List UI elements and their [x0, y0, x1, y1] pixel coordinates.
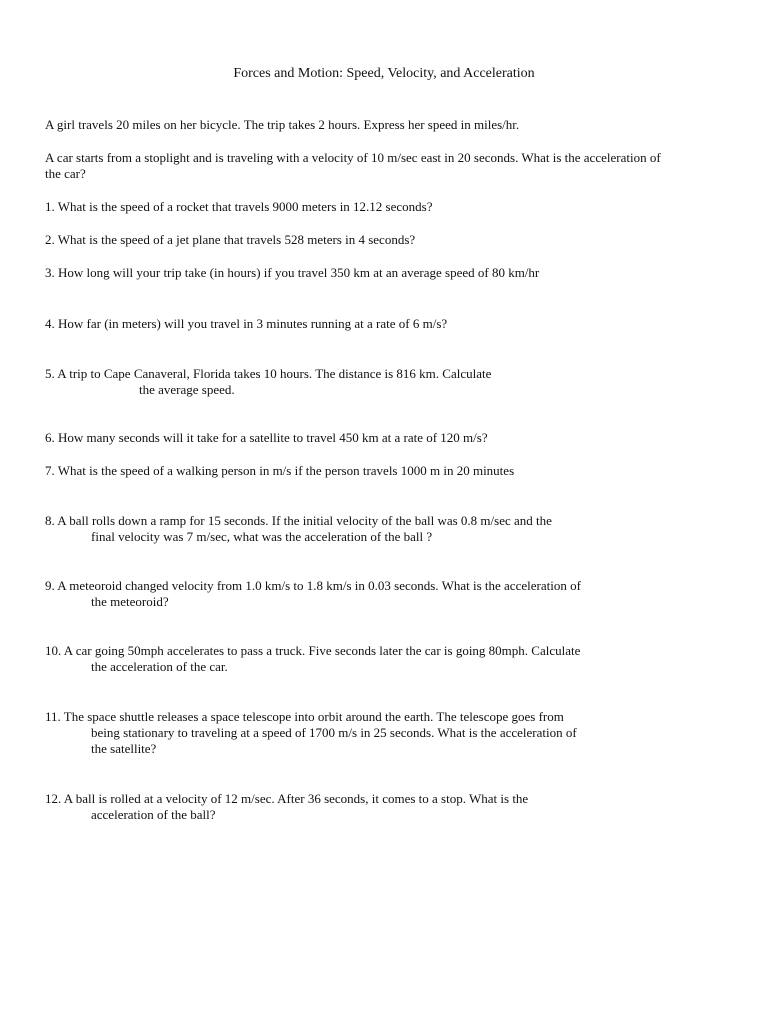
question-11 — [45, 709, 725, 757]
question-text: 6. How many seconds will it take for a satellite to travel 450 km at a rate of 120 m/s? — [45, 430, 488, 445]
question-text: 3. How long will your trip take (in hours) if you travel 350 km at an average speed of 80 km/hr — [45, 265, 540, 280]
question-5 — [45, 366, 725, 398]
question-7 — [45, 463, 725, 479]
question-text-continued: acceleration of the ball? — [91, 807, 216, 822]
question-text: 11. The space shuttle releases a space telescope into orbit around the earth. The telescope goes from — [45, 709, 564, 724]
question-text-continued: being stationary to traveling at a speed of 1700 m/s in 25 seconds. What is the acceleration of — [91, 725, 577, 740]
question-9 — [45, 578, 725, 610]
question-8 — [45, 513, 725, 545]
question-text-continued: final velocity was 7 m/sec, what was the acceleration of the ball ? — [91, 529, 433, 544]
problem-text-continued: the car? — [45, 166, 86, 181]
question-text: 5. A trip to Cape Canaveral, Florida takes 10 hours. The distance is 816 km. Calculate — [45, 366, 492, 381]
question-3 — [45, 265, 725, 281]
question-2 — [45, 232, 725, 248]
question-4 — [45, 316, 725, 332]
question-text: 10. A car going 50mph accelerates to pass a truck. Five seconds later the car is going 80mph. Calculate — [45, 643, 581, 658]
question-text: 8. A ball rolls down a ramp for 15 seconds. If the initial velocity of the ball was 0.8 m/sec and the — [45, 513, 552, 528]
question-6 — [45, 430, 725, 446]
question-text: 7. What is the speed of a walking person in m/s if the person travels 1000 m in 20 minutes — [45, 463, 515, 478]
question-text: 9. A meteoroid changed velocity from 1.0 km/s to 1.8 km/s in 0.03 seconds. What is the acceleration of — [45, 578, 581, 593]
intro-problem-2 — [45, 150, 725, 182]
question-12 — [45, 791, 725, 823]
problem-text: A girl travels 20 miles on her bicycle. The trip takes 2 hours. Express her speed in miles/hr. — [45, 117, 520, 132]
question-text-continued: the average speed. — [139, 382, 235, 397]
question-text-continued: the acceleration of the car. — [91, 659, 228, 674]
question-text: 12. A ball is rolled at a velocity of 12 m/sec. After 36 seconds, it comes to a stop. What is the — [45, 791, 529, 806]
question-text: 4. How far (in meters) will you travel in 3 minutes running at a rate of 6 m/s? — [45, 316, 448, 331]
question-1 — [45, 199, 725, 215]
question-text: 2. What is the speed of a jet plane that travels 528 meters in 4 seconds? — [45, 232, 416, 247]
question-text-continued: the meteoroid? — [91, 594, 169, 609]
question-text-continued: the satellite? — [91, 741, 157, 756]
problem-text: A car starts from a stoplight and is traveling with a velocity of 10 m/sec east in 20 seconds. What is the acceleration of — [45, 150, 661, 165]
question-text: 1. What is the speed of a rocket that travels 9000 meters in 12.12 seconds? — [45, 199, 433, 214]
page-title: Forces and Motion: Speed, Velocity, and Acceleration — [233, 66, 535, 81]
question-10 — [45, 643, 725, 675]
intro-problem-1 — [45, 117, 725, 133]
